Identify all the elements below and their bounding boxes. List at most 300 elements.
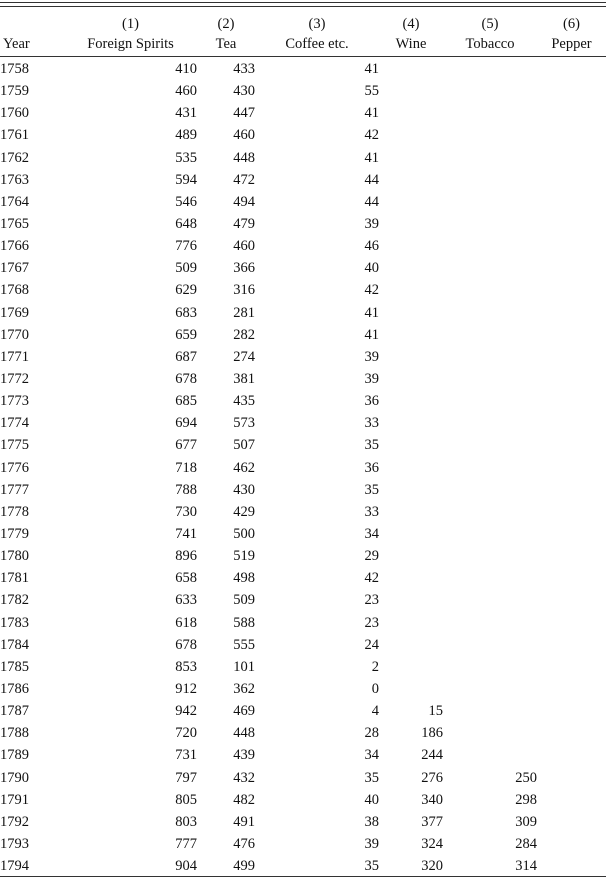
wine-cell [379, 656, 443, 678]
table-row [0, 545, 606, 567]
coffee-cell: 42 [364, 282, 379, 299]
foreign-spirits-cell: 731 [175, 747, 197, 764]
pepper-cell [537, 324, 606, 346]
pepper-cell [537, 744, 606, 766]
tea-cell: 500 [233, 526, 255, 543]
foreign-spirits-cell: 718 [175, 459, 197, 476]
tobacco-cell [443, 213, 537, 235]
coffee-cell: 0 [371, 681, 379, 697]
tea-cell: 274 [233, 348, 255, 365]
pepper-cell [537, 54, 606, 80]
pepper-cell [537, 612, 606, 634]
table-row [0, 169, 606, 191]
year-cell: 1771 [0, 348, 29, 365]
year-cell: 1765 [0, 216, 29, 233]
pepper-cell [537, 457, 606, 479]
tobacco-cell: 298 [515, 791, 537, 808]
table-row [0, 412, 606, 434]
tea-cell: 573 [233, 415, 255, 432]
coffee-cell: 34 [364, 526, 379, 543]
col2-number: (2) [217, 16, 235, 32]
year-cell: 1783 [0, 614, 29, 631]
tobacco-cell [443, 434, 537, 456]
tea-cell: 429 [233, 503, 255, 520]
year-cell: 1789 [0, 747, 29, 764]
year-cell: 1790 [0, 769, 29, 786]
pepper-cell [537, 412, 606, 434]
coffee-cell: 23 [364, 614, 379, 631]
pepper-cell [537, 213, 606, 235]
tobacco-cell [443, 523, 537, 545]
tobacco-cell [443, 656, 537, 678]
pepper-cell [537, 191, 606, 213]
column-number-row [0, 14, 606, 34]
wine-cell: 276 [421, 769, 443, 786]
coffee-cell: 2 [371, 658, 379, 675]
tea-cell: 499 [233, 858, 255, 875]
tea-cell: 282 [233, 326, 255, 343]
tobacco-cell [443, 479, 537, 501]
wine-cell [379, 501, 443, 523]
foreign-spirits-cell: 803 [175, 813, 197, 830]
coffee-cell: 41 [364, 304, 379, 321]
coffee-header: Coffee etc. [285, 36, 349, 52]
year-cell: 1787 [0, 703, 29, 720]
pepper-cell [537, 368, 606, 390]
wine-cell [379, 434, 443, 456]
foreign-spirits-cell: 677 [175, 437, 197, 454]
tea-cell: 491 [233, 813, 255, 830]
tea-cell: 494 [233, 193, 255, 210]
foreign-spirits-cell: 942 [175, 703, 197, 720]
wine-cell [379, 257, 443, 279]
pepper-cell [537, 789, 606, 811]
tea-cell: 555 [233, 636, 255, 653]
coffee-cell: 55 [364, 83, 379, 100]
year-cell: 1788 [0, 725, 29, 742]
year-cell: 1792 [0, 813, 29, 830]
year-cell: 1766 [0, 238, 29, 255]
table-row [0, 744, 606, 766]
pepper-cell [537, 855, 606, 877]
wine-cell: 324 [421, 835, 443, 852]
wine-cell: 244 [421, 747, 443, 764]
year-cell: 1777 [0, 481, 29, 498]
pepper-cell [537, 589, 606, 611]
coffee-cell: 41 [364, 149, 379, 166]
tea-cell: 439 [233, 747, 255, 764]
tobacco-cell [443, 722, 537, 744]
year-cell: 1785 [0, 658, 29, 675]
foreign-spirits-cell: 720 [175, 725, 197, 742]
coffee-cell: 39 [364, 835, 379, 852]
pepper-cell [537, 124, 606, 146]
foreign-spirits-cell: 658 [175, 570, 197, 587]
tea-cell: 316 [233, 282, 255, 299]
table-body [0, 54, 606, 877]
tobacco-cell [443, 390, 537, 412]
table-row [0, 589, 606, 611]
year-cell: 1774 [0, 415, 29, 432]
foreign-spirits-cell: 776 [175, 238, 197, 255]
wine-cell [379, 678, 443, 700]
table-row [0, 523, 606, 545]
coffee-cell: 40 [364, 791, 379, 808]
table-row [0, 302, 606, 324]
coffee-cell: 42 [364, 570, 379, 587]
year-cell: 1769 [0, 304, 29, 321]
tea-cell: 460 [233, 238, 255, 255]
table-row [0, 213, 606, 235]
pepper-header: Pepper [551, 36, 592, 52]
table-row [0, 102, 606, 124]
foreign-spirits-cell: 683 [175, 304, 197, 321]
foreign-spirits-cell: 685 [175, 393, 197, 410]
coffee-cell: 35 [364, 437, 379, 454]
pepper-cell [537, 767, 606, 789]
tea-cell: 430 [233, 83, 255, 100]
tobacco-cell [443, 700, 537, 722]
tobacco-cell: 309 [515, 813, 537, 830]
tea-cell: 460 [233, 127, 255, 144]
coffee-cell: 23 [364, 592, 379, 609]
year-cell: 1759 [0, 83, 29, 100]
column-name-row [0, 34, 606, 54]
wine-cell [379, 412, 443, 434]
tobacco-cell [443, 279, 537, 301]
tea-cell: 432 [233, 769, 255, 786]
foreign-spirits-cell: 853 [175, 658, 197, 675]
wine-header: Wine [395, 36, 427, 52]
coffee-cell: 42 [364, 127, 379, 144]
tobacco-cell: 284 [515, 835, 537, 852]
tea-cell: 447 [233, 105, 255, 122]
pepper-cell [537, 257, 606, 279]
coffee-cell: 36 [364, 393, 379, 410]
table-row [0, 634, 606, 656]
col6-number: (6) [563, 16, 580, 32]
coffee-cell: 38 [364, 813, 379, 830]
wine-cell: 377 [421, 813, 443, 830]
table-row [0, 346, 606, 368]
tea-header: Tea [215, 36, 237, 52]
tea-cell: 462 [233, 459, 255, 476]
wine-cell [379, 634, 443, 656]
tobacco-cell: 314 [515, 858, 537, 875]
tea-cell: 366 [233, 260, 255, 277]
table-row [0, 191, 606, 213]
wine-cell [379, 279, 443, 301]
tea-cell: 381 [233, 371, 255, 388]
table-row [0, 479, 606, 501]
year-cell: 1763 [0, 171, 29, 188]
tobacco-cell [443, 501, 537, 523]
pepper-cell [537, 811, 606, 833]
pepper-cell [537, 169, 606, 191]
pepper-cell [537, 678, 606, 700]
year-cell: 1762 [0, 149, 29, 166]
tea-cell: 479 [233, 216, 255, 233]
col4-number: (4) [402, 16, 420, 32]
wine-cell [379, 191, 443, 213]
coffee-cell: 35 [364, 769, 379, 786]
tobacco-cell [443, 124, 537, 146]
foreign-spirits-cell: 788 [175, 481, 197, 498]
tobacco-cell [443, 612, 537, 634]
foreign-spirits-cell: 687 [175, 348, 197, 365]
data-table [0, 14, 606, 877]
foreign-spirits-cell: 741 [175, 526, 197, 543]
coffee-cell: 36 [364, 459, 379, 476]
year-cell: 1791 [0, 791, 29, 808]
tea-cell: 507 [233, 437, 255, 454]
year-cell: 1784 [0, 636, 29, 653]
wine-cell: 320 [421, 858, 443, 875]
table-row [0, 147, 606, 169]
year-cell: 1768 [0, 282, 29, 299]
col3-number: (3) [308, 16, 326, 32]
coffee-cell: 44 [364, 171, 379, 188]
wine-cell [379, 54, 443, 80]
wine-cell: 340 [421, 791, 443, 808]
coffee-cell: 4 [371, 703, 379, 720]
coffee-cell: 24 [364, 636, 379, 653]
tea-cell: 588 [233, 614, 255, 631]
tea-cell: 435 [233, 393, 255, 410]
foreign-spirits-cell: 509 [175, 260, 197, 277]
tobacco-cell [443, 147, 537, 169]
foreign-spirits-cell: 594 [175, 171, 197, 188]
year-cell: 1764 [0, 193, 29, 210]
year-cell: 1760 [0, 105, 29, 122]
foreign-spirits-cell: 618 [175, 614, 197, 631]
table-row [0, 567, 606, 589]
table-row [0, 700, 606, 722]
tobacco-cell [443, 324, 537, 346]
tobacco-cell [443, 169, 537, 191]
foreign-spirits-cell: 805 [175, 791, 197, 808]
pepper-cell [537, 567, 606, 589]
tobacco-cell [443, 589, 537, 611]
coffee-cell: 41 [364, 105, 379, 122]
foreign-spirits-cell: 535 [175, 149, 197, 166]
pepper-cell [537, 501, 606, 523]
foreign-spirits-cell: 546 [175, 193, 197, 210]
foreign-spirits-cell: 410 [175, 61, 197, 78]
pepper-cell [537, 722, 606, 744]
coffee-cell: 39 [364, 216, 379, 233]
table-row [0, 257, 606, 279]
tobacco-cell [443, 346, 537, 368]
wine-cell [379, 324, 443, 346]
pepper-cell [537, 147, 606, 169]
tobacco-cell [443, 368, 537, 390]
tobacco-cell [443, 54, 537, 80]
pepper-cell [537, 523, 606, 545]
tea-cell: 469 [233, 703, 255, 720]
table-row [0, 80, 606, 102]
pepper-cell [537, 656, 606, 678]
tobacco-cell [443, 545, 537, 567]
wine-cell [379, 169, 443, 191]
table-row [0, 390, 606, 412]
table-row [0, 656, 606, 678]
coffee-cell: 35 [364, 858, 379, 875]
table-row [0, 678, 606, 700]
tobacco-cell [443, 302, 537, 324]
year-cell: 1786 [0, 681, 29, 697]
year-cell: 1767 [0, 260, 29, 277]
year-cell: 1776 [0, 459, 29, 476]
col5-number: (5) [481, 16, 499, 32]
table-row [0, 368, 606, 390]
year-number-header [0, 14, 64, 34]
tea-cell: 509 [233, 592, 255, 609]
year-cell: 1770 [0, 326, 29, 343]
pepper-cell [537, 479, 606, 501]
table-row [0, 457, 606, 479]
foreign-spirits-cell: 678 [175, 371, 197, 388]
coffee-cell: 39 [364, 348, 379, 365]
year-header: Year [3, 36, 30, 52]
year-cell: 1781 [0, 570, 29, 587]
table-row [0, 324, 606, 346]
wine-cell [379, 612, 443, 634]
tea-cell: 362 [233, 681, 255, 697]
table-row [0, 722, 606, 744]
tobacco-cell [443, 191, 537, 213]
coffee-cell: 40 [364, 260, 379, 277]
foreign-spirits-cell: 678 [175, 636, 197, 653]
coffee-cell: 46 [364, 238, 379, 255]
foreign-spirits-cell: 694 [175, 415, 197, 432]
table-row [0, 124, 606, 146]
table-row [0, 855, 606, 877]
pepper-cell [537, 346, 606, 368]
table-row [0, 434, 606, 456]
foreign-spirits-cell: 777 [175, 835, 197, 852]
wine-cell [379, 545, 443, 567]
tea-cell: 498 [233, 570, 255, 587]
wine-cell: 186 [421, 725, 443, 742]
table-row [0, 767, 606, 789]
pepper-cell [537, 279, 606, 301]
wine-cell [379, 368, 443, 390]
foreign-spirits-cell: 730 [175, 503, 197, 520]
year-cell: 1775 [0, 437, 29, 454]
pepper-cell [537, 434, 606, 456]
wine-cell [379, 147, 443, 169]
coffee-cell: 44 [364, 193, 379, 210]
pepper-cell [537, 102, 606, 124]
coffee-cell: 39 [364, 371, 379, 388]
tea-cell: 101 [233, 658, 255, 675]
wine-cell [379, 457, 443, 479]
pepper-cell [537, 390, 606, 412]
table-row [0, 235, 606, 257]
year-cell: 1793 [0, 835, 29, 852]
tea-cell: 482 [233, 791, 255, 808]
table-row [0, 612, 606, 634]
pepper-cell [537, 80, 606, 102]
wine-cell [379, 589, 443, 611]
coffee-cell: 33 [364, 503, 379, 520]
coffee-cell: 41 [364, 326, 379, 343]
tobacco-cell [443, 235, 537, 257]
tobacco-cell [443, 412, 537, 434]
wine-cell [379, 479, 443, 501]
year-cell: 1773 [0, 393, 29, 410]
table-row [0, 811, 606, 833]
tea-cell: 519 [233, 548, 255, 565]
pepper-cell [537, 545, 606, 567]
wine-cell [379, 124, 443, 146]
tobacco-cell [443, 744, 537, 766]
wine-cell [379, 523, 443, 545]
tobacco-cell [443, 567, 537, 589]
tobacco-header: Tobacco [465, 36, 515, 52]
wine-cell [379, 346, 443, 368]
wine-cell: 15 [428, 703, 443, 720]
pepper-cell [537, 235, 606, 257]
coffee-cell: 41 [364, 61, 379, 78]
coffee-cell: 35 [364, 481, 379, 498]
pepper-cell [537, 833, 606, 855]
coffee-cell: 33 [364, 415, 379, 432]
foreign-spirits-cell: 648 [175, 216, 197, 233]
foreign-spirits-cell: 896 [175, 548, 197, 565]
coffee-cell: 29 [364, 548, 379, 565]
wine-cell [379, 213, 443, 235]
foreign-spirits-cell: 797 [175, 769, 197, 786]
pepper-cell [537, 634, 606, 656]
wine-cell [379, 390, 443, 412]
tea-cell: 448 [233, 149, 255, 166]
year-cell: 1782 [0, 592, 29, 609]
tobacco-cell [443, 102, 537, 124]
tea-cell: 433 [233, 61, 255, 78]
tea-cell: 281 [233, 304, 255, 321]
year-cell: 1772 [0, 371, 29, 388]
tobacco-cell [443, 678, 537, 700]
coffee-cell: 34 [364, 747, 379, 764]
foreign-spirits-cell: 904 [175, 858, 197, 875]
table-row [0, 54, 606, 80]
foreign-spirits-cell: 431 [175, 105, 197, 122]
wine-cell [379, 302, 443, 324]
year-cell: 1778 [0, 503, 29, 520]
year-cell: 1761 [0, 127, 29, 144]
foreign-spirits-cell: 633 [175, 592, 197, 609]
year-cell: 1780 [0, 548, 29, 565]
bottom-rule [0, 876, 606, 877]
foreign-spirits-cell: 460 [175, 83, 197, 100]
tea-cell: 472 [233, 171, 255, 188]
wine-cell [379, 567, 443, 589]
tea-cell: 476 [233, 835, 255, 852]
wine-cell [379, 102, 443, 124]
wine-cell [379, 235, 443, 257]
tea-cell: 430 [233, 481, 255, 498]
table-row [0, 279, 606, 301]
foreign-spirits-cell: 912 [175, 681, 197, 697]
year-cell: 1758 [0, 61, 29, 78]
pepper-cell [537, 700, 606, 722]
top-rule [0, 2, 606, 3]
tobacco-cell: 250 [515, 769, 537, 786]
table-row [0, 833, 606, 855]
foreign-spirits-header: Foreign Spirits [87, 36, 174, 52]
